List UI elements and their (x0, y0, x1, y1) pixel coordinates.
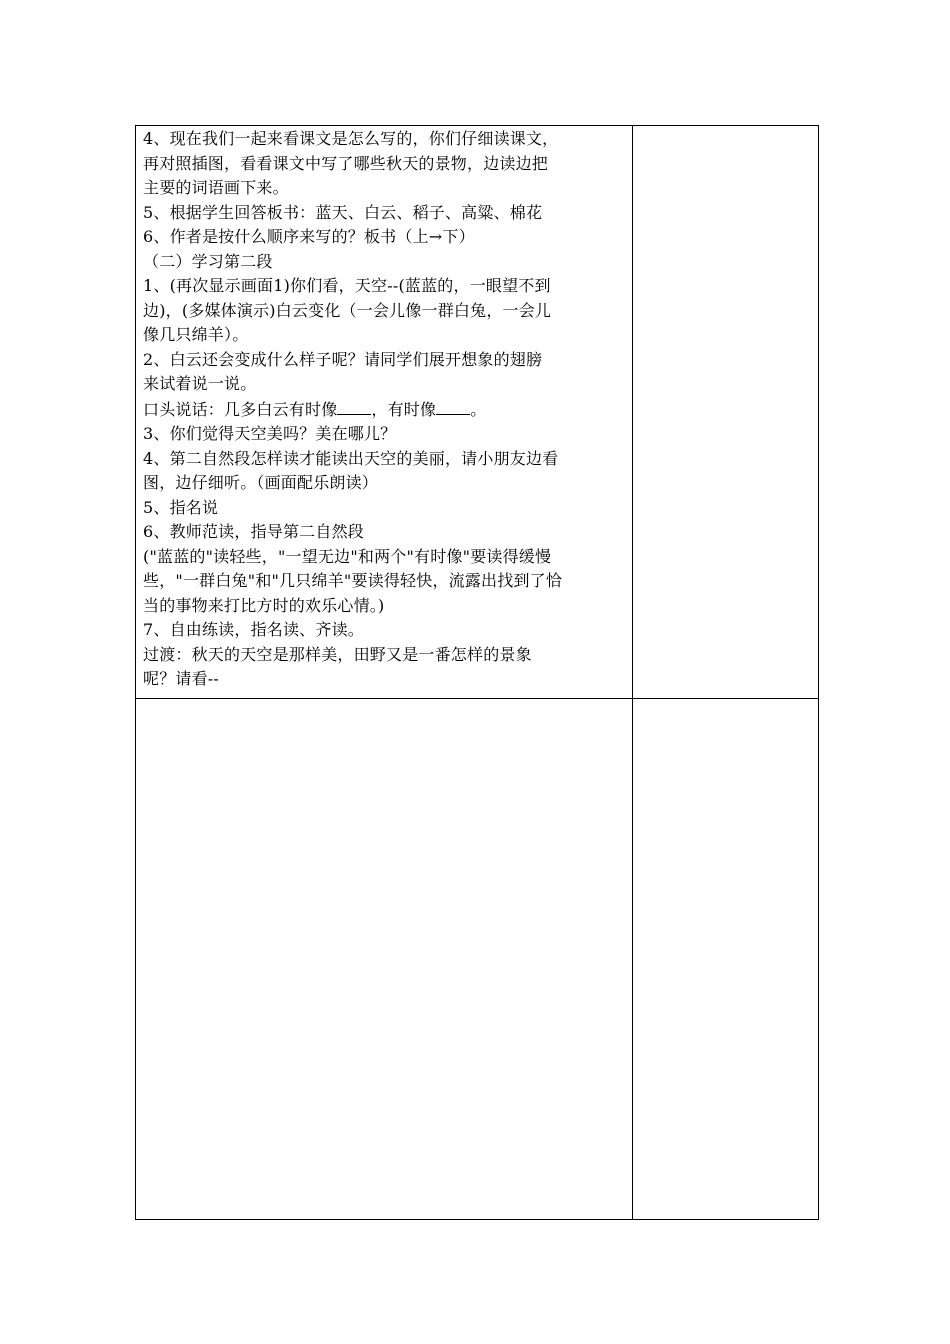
text-line: 4、第二自然段怎样读才能读出天空的美丽，请小朋友边看 (143, 448, 559, 468)
text-line: 7、自由练读，指名读、齐读。 (143, 620, 364, 639)
text-line: 边)，(多媒体演示)白云变化（一会儿像一群白兔，一会儿 (143, 300, 552, 320)
text-line: 呢？请看-- (143, 669, 220, 688)
lesson-plan-table (135, 125, 819, 1220)
text-line: 2、白云还会变成什么样子呢？请同学们展开想象的翅膀 (143, 349, 543, 369)
text-line: 5、指名说 (143, 497, 219, 517)
oral-practice-prompt: 口头说话：几多白云有时像 (143, 399, 338, 419)
oral-practice-line (143, 397, 626, 423)
text-line: 1、(再次显示画面1)你们看，天空--(蓝蓝的，一眼望不到 (143, 276, 551, 295)
teaching-process-text (136, 126, 632, 692)
table-row (136, 699, 819, 1220)
text-line: ("蓝蓝的"读轻些，"一望无边"和两个"有时像"要读得缓慢 (143, 546, 552, 566)
oral-practice-prompt-2: ，有时像 (371, 399, 437, 419)
fill-in-blank (436, 397, 470, 415)
text-line: 来试着说一说。 (143, 374, 257, 393)
text-line: 过渡：秋天的天空是那样美，田野又是一番怎样的景象 (143, 644, 532, 664)
oral-practice-end: 。 (470, 399, 487, 419)
text-line: 再对照插图，看看课文中写了哪些秋天的景物，边读边把 (143, 153, 549, 173)
table-row (136, 126, 819, 699)
text-line: 5、根据学生回答板书：蓝天、白云、稻子、高粱、棉花 (143, 202, 543, 222)
text-line: 6、教师范读，指导第二自然段 (143, 522, 364, 541)
teaching-process-cell (136, 126, 633, 699)
empty-main-cell (136, 699, 633, 1220)
empty-notes-cell (633, 699, 819, 1220)
text-line: 6、作者是按什么顺序来写的？板书（上→下） (143, 227, 475, 246)
text-line: 些，"一群白兔"和"几只绵羊"要读得轻快，流露出找到了恰 (143, 571, 563, 590)
text-line: 当的事物来打比方时的欢乐心情。) (143, 595, 385, 615)
fill-in-blank (337, 397, 371, 415)
notes-cell (633, 126, 819, 699)
text-line: 像几只绵羊）。 (143, 325, 249, 344)
text-line: 主要的词语画下来。 (143, 178, 289, 197)
text-line: 3、你们觉得天空美吗？美在哪儿？ (143, 424, 397, 443)
section-heading: （二）学习第二段 (143, 251, 273, 271)
text-line: 4、现在我们一起来看课文是怎么写的，你们仔细读课文， (143, 129, 559, 148)
text-line: 图，边仔细听。（画面配乐朗读） (143, 473, 379, 492)
